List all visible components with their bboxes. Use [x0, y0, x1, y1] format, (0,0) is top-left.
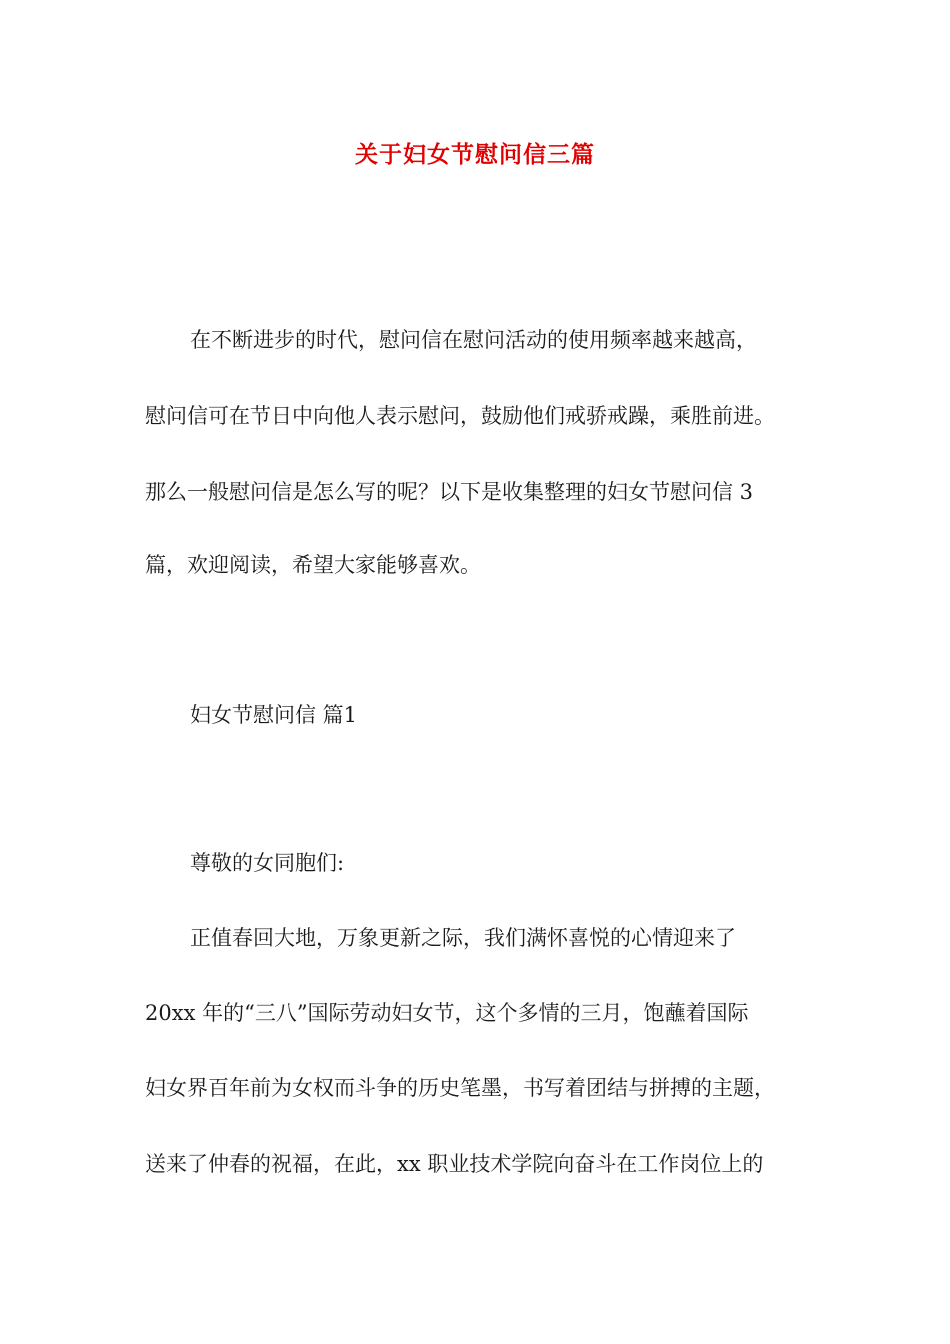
body-line-2: 20xx 年的“三八”国际劳动妇女节，这个多情的三月，饱蘸着国际 — [145, 1001, 749, 1025]
salutation: 尊敬的女同胞们: — [190, 851, 345, 875]
body-line-3: 妇女界百年前为女权而斗争的历史笔墨，书写着团结与拼搏的主题， — [145, 1076, 775, 1100]
intro-line-1: 在不断进步的时代，慰问信在慰问活动的使用频率越来越高， — [190, 328, 757, 352]
intro-line-4: 篇，欢迎阅读，希望大家能够喜欢。 — [145, 553, 481, 577]
body-line-1: 正值春回大地，万象更新之际，我们满怀喜悦的心情迎来了 — [190, 926, 736, 950]
body-line-4: 送来了仲春的祝福，在此，xx 职业技术学院向奋斗在工作岗位上的 — [145, 1152, 764, 1176]
intro-line-2: 慰问信可在节日中向他人表示慰问，鼓励他们戒骄戒躁，乘胜前进。 — [145, 404, 775, 428]
document-title: 关于妇女节慰问信三篇 — [355, 142, 595, 168]
intro-line-3: 那么一般慰问信是怎么写的呢？以下是收集整理的妇女节慰问信 3 — [145, 480, 754, 504]
section-heading: 妇女节慰问信 篇1 — [190, 703, 358, 727]
